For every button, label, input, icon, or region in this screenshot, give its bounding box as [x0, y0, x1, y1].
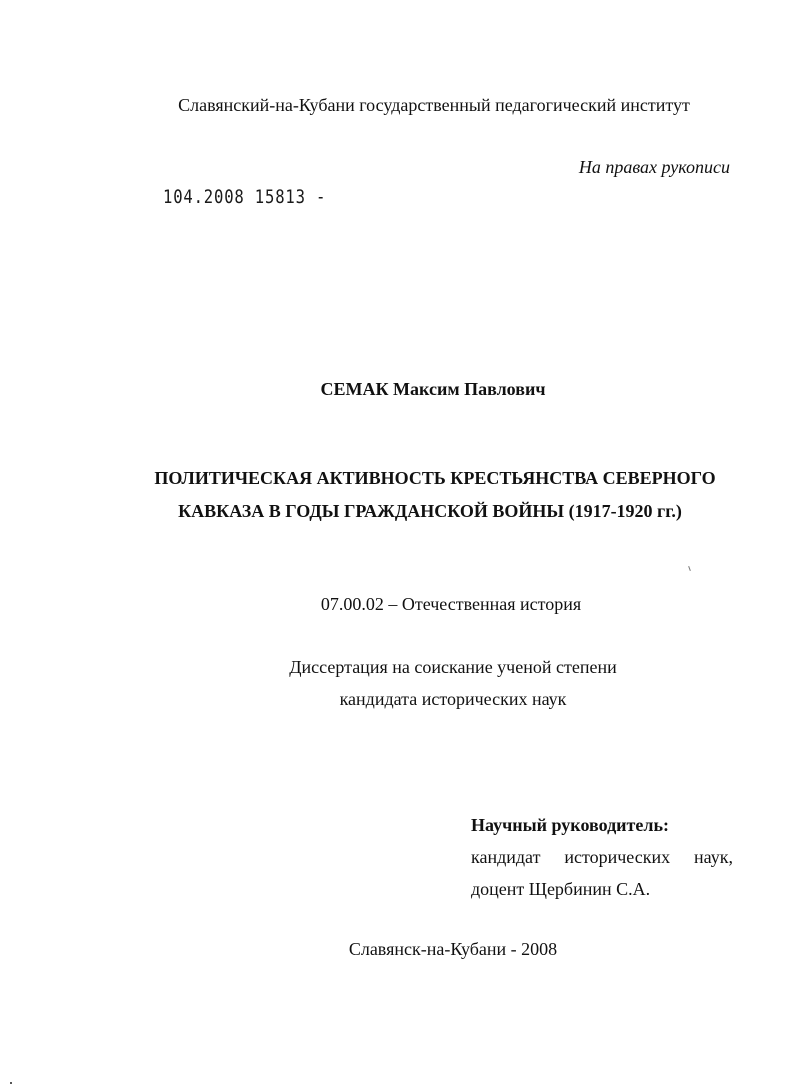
scan-speck-corner [10, 1082, 12, 1084]
city-year: Славянск-на-Кубани - 2008 [348, 939, 558, 959]
supervisor-degree-word-2: исторических [564, 847, 671, 867]
degree-line-2: кандидата исторических наук [339, 689, 567, 709]
author-name: СЕМАК Максим Павлович [320, 379, 546, 399]
rights-note: На правах рукописи [578, 157, 730, 177]
supervisor-name: доцент Щербинин С.А. [471, 879, 651, 899]
degree-line-1: Диссертация на соискание ученой степени [289, 657, 617, 677]
supervisor-degree-word-3: наук, [694, 847, 733, 867]
dissertation-title-line-2: КАВКАЗА В ГОДЫ ГРАЖДАНСКОЙ ВОЙНЫ (1917-1920 гг.) [178, 501, 682, 521]
dissertation-title-line-1: ПОЛИТИЧЕСКАЯ АКТИВНОСТЬ КРЕСТЬЯНСТВА СЕВЕРНОГО [154, 468, 716, 488]
scan-speck [688, 566, 691, 571]
supervisor-label: Научный руководитель: [471, 815, 669, 835]
specialty-code: 07.00.02 – Отечественная история [320, 594, 582, 614]
institute-name: Славянский-на-Кубани государственный педагогический институт [178, 95, 690, 115]
registration-stamp: 104.2008 15813 - [163, 186, 327, 208]
supervisor-degree [471, 846, 733, 868]
supervisor-degree-word-1: кандидат [471, 847, 541, 867]
